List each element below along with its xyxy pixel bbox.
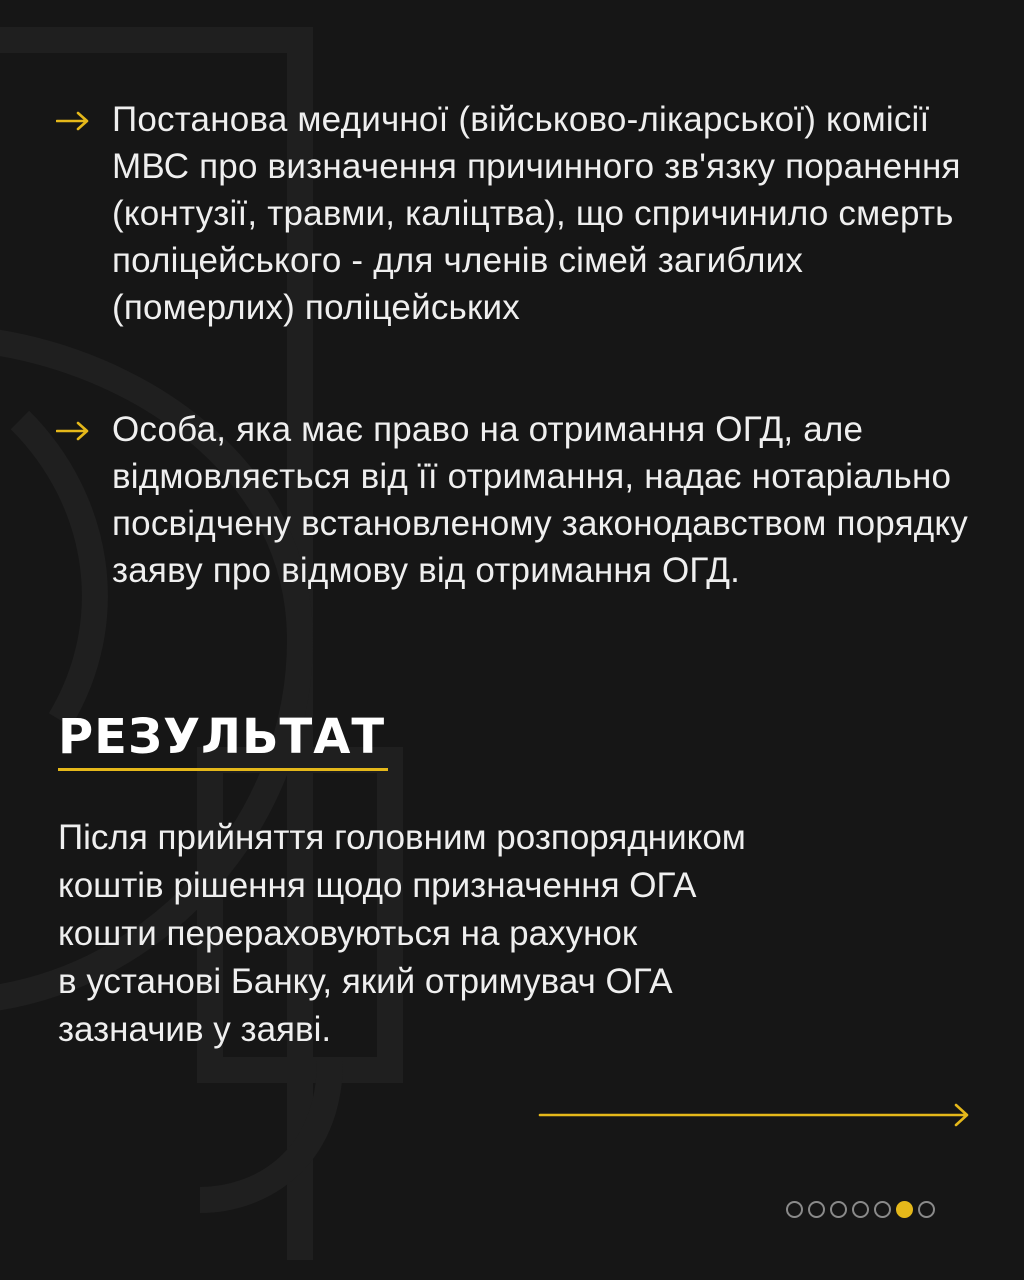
pagination-dot[interactable] [786,1201,803,1218]
result-line: в установі Банку, який отримувач ОГА [58,962,673,1001]
next-slide-button[interactable] [538,1100,974,1130]
pagination-dot[interactable] [830,1201,847,1218]
bullet-item [56,406,996,594]
result-line: зазначив у заяві. [58,1010,332,1049]
pagination-dot[interactable] [874,1201,891,1218]
arrow-right-icon [56,406,100,456]
pagination-dot[interactable] [852,1201,869,1218]
pagination-dot[interactable] [808,1201,825,1218]
pagination-dot[interactable] [918,1201,935,1218]
pagination-dot-active[interactable] [896,1201,913,1218]
pagination-dots [786,1201,935,1218]
long-arrow-right-icon [538,1100,974,1130]
result-line: кошти перераховуються на рахунок [58,914,638,953]
result-body [58,814,958,1054]
result-heading: РЕЗУЛЬТАТ [58,709,386,765]
heading-underline [58,768,388,771]
arrow-right-icon [56,96,100,146]
bullet-text: Постанова медичної (військово-лікарської) комісії МВС про визначення причинного зв'язку поранення (контузії, травми, каліцтва), що спричинило смерть поліцейського - для членів сімей загиблих (померлих) поліцейських [112,100,961,327]
bullet-text: Особа, яка має право на отримання ОГД, але відмовляється від її отримання, надає нотаріально посвідчену встановленому законодавством порядку заяву про відмову від отримання ОГД. [112,410,968,590]
result-line: Після прийняття головним розпорядником [58,818,746,857]
bullet-item [56,96,996,331]
result-line: коштів рішення щодо призначення ОГА [58,866,697,905]
